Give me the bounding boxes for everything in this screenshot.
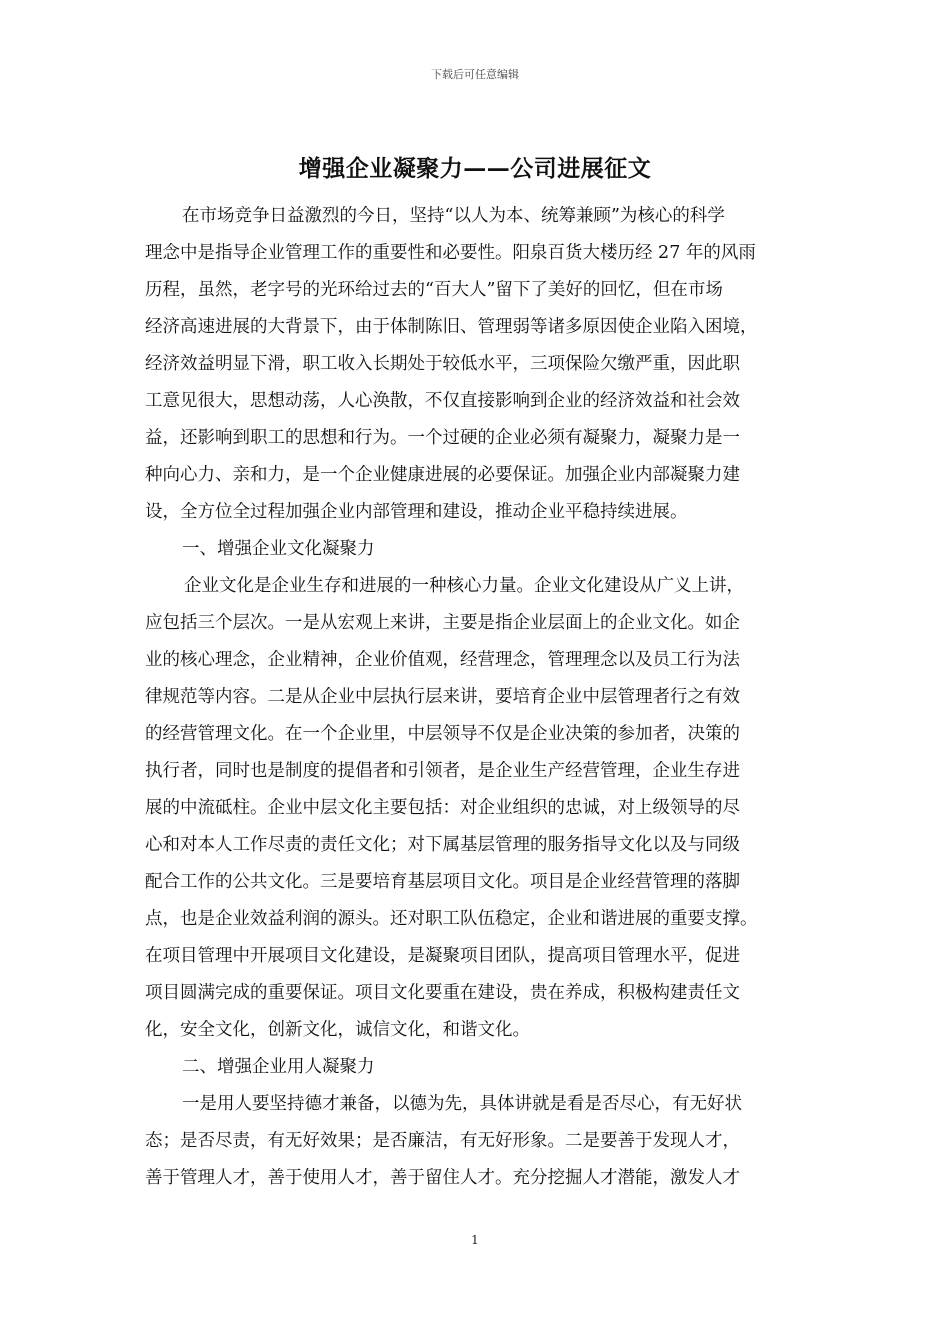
body-line: 一是用人要坚持德才兼备，以德为先，具体讲就是看是否尽心，有无好状 (182, 1094, 742, 1114)
body-line: 业的核心理念，企业精神，企业价值观，经营理念，管理理念以及员工行为法 (145, 650, 740, 670)
body-line: 设，全方位全过程加强企业内部管理和建设，推动企业平稳持续进展。 (145, 502, 688, 522)
document-title: 增强企业凝聚力——公司进展征文 (298, 155, 652, 182)
body-line: 项目圆满完成的重要保证。项目文化要重在建设，贵在养成，积极构建责任文 (145, 983, 740, 1003)
body-line: 种向心力、亲和力，是一个企业健康进展的必要保证。加强企业内部凝聚力建 (145, 465, 740, 485)
body-line: 在项目管理中开展项目文化建设，是凝聚项目团队，提高项目管理水平，促进 (145, 946, 740, 966)
body-line: 益，还影响到职工的思想和行为。一个过硬的企业必须有凝聚力，凝聚力是一 (145, 428, 740, 448)
body-line: 善于管理人才，善于使用人才，善于留住人才。充分挖掘人才潜能，激发人才 (145, 1168, 740, 1188)
body-line: 的经营管理文化。在一个企业里，中层领导不仅是企业决策的参加者，决策的 (145, 724, 740, 744)
body-line: 在市场竞争日益激烈的今日，坚持“以人为本、统筹兼顾”为核心的科学 (182, 206, 725, 226)
page-number: 1 (471, 1233, 479, 1247)
header-note: 下载后可任意编辑 (431, 68, 519, 81)
body-line: 经济效益明显下滑，职工收入长期处于较低水平，三项保险欠缴严重，因此职 (145, 354, 740, 374)
body-line: 经济高速进展的大背景下，由于体制陈旧、管理弱等诸多原因使企业陷入困境， (145, 317, 758, 337)
body-line: 点，也是企业效益利润的源头。还对职工队伍稳定，企业和谐进展的重要支撑。 (145, 909, 758, 929)
body-line: 工意见很大，思想动荡，人心涣散，不仅直接影响到企业的经济效益和社会效 (145, 391, 740, 411)
body-line: 历程，虽然，老字号的光环给过去的“百大人”留下了美好的回忆，但在市场 (145, 280, 723, 300)
body-line: 执行者，同时也是制度的提倡者和引领者，是企业生产经营管理，企业生存进 (145, 761, 740, 781)
body-line: 配合工作的公共文化。三是要培育基层项目文化。项目是企业经营管理的落脚 (145, 872, 740, 892)
section-heading-culture: 一、增强企业文化凝聚力 (182, 539, 375, 559)
body-line: 化，安全文化，创新文化，诚信文化，和谐文化。 (145, 1020, 530, 1040)
body-line: 态；是否尽责，有无好效果；是否廉洁，有无好形象。二是要善于发现人才， (145, 1131, 740, 1151)
body-line: 心和对本人工作尽责的责任文化；对下属基层管理的服务指导文化以及与同级 (145, 835, 740, 855)
body-line: 展的中流砥柱。企业中层文化主要包括：对企业组织的忠诚，对上级领导的尽 (145, 798, 740, 818)
body-line: 律规范等内容。二是从企业中层执行层来讲，要培育企业中层管理者行之有效 (145, 687, 740, 707)
body-line: 应包括三个层次。一是从宏观上来讲，主要是指企业层面上的企业文化。如企 (145, 613, 740, 633)
document-body (145, 198, 805, 1197)
section-heading-talent: 二、增强企业用人凝聚力 (182, 1057, 375, 1077)
body-line: 理念中是指导企业管理工作的重要性和必要性。阳泉百货大楼历经 27 年的风雨 (145, 243, 756, 263)
body-line: 企业文化是企业生存和进展的一种核心力量。企业文化建设从广义上讲， (184, 576, 744, 596)
